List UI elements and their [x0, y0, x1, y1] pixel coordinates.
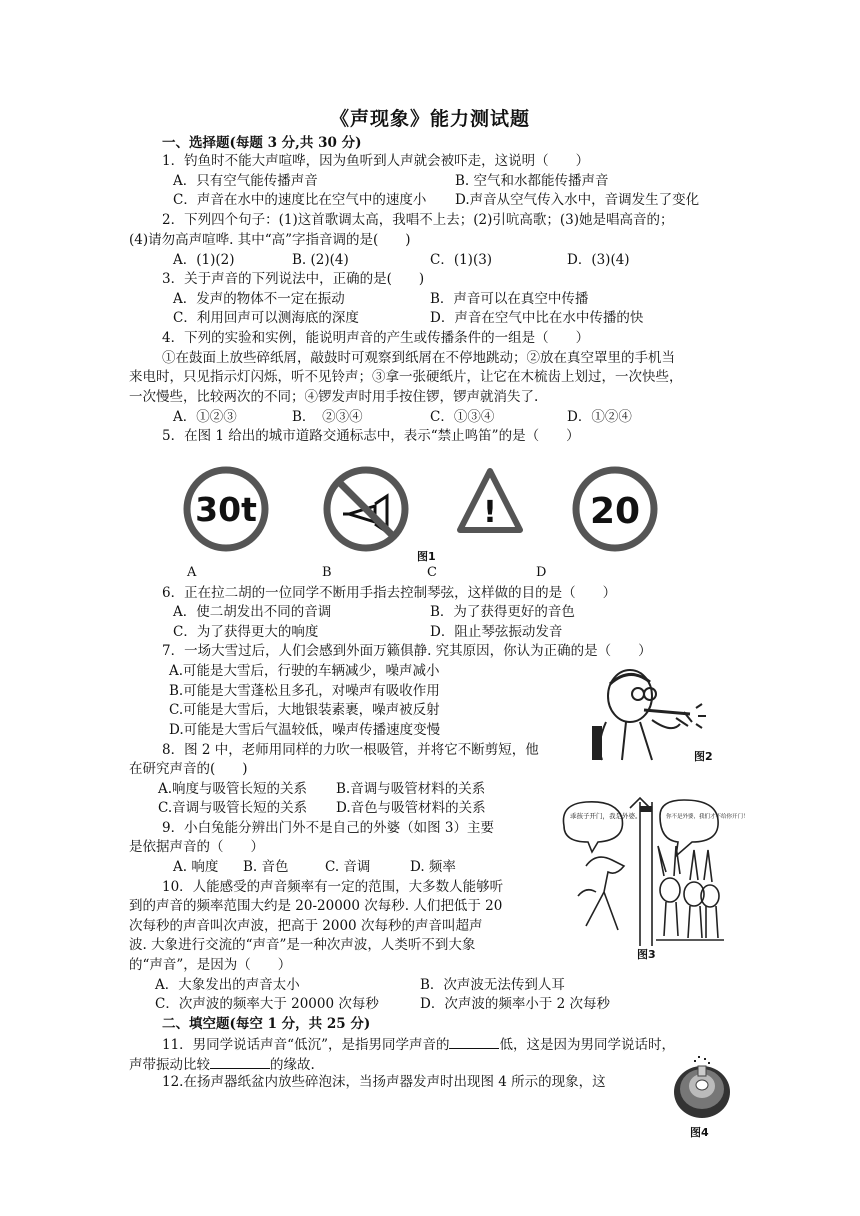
q5-stem: 5．在图 1 给出的城市道路交通标志中，表示“禁止鸣笛”的是（ ）	[162, 428, 580, 444]
sign-a-text: 30t	[195, 490, 257, 529]
q7-option-b: B.可能是大雪蓬松且多孔，对噪声有吸收作用	[169, 683, 440, 699]
q3-option-d: D．声音在空气中比在水中传播的快	[430, 310, 644, 326]
q3-option-a: A．发声的物体不一定在振动	[173, 291, 345, 307]
q6-option-a: A．使二胡发出不同的音调	[173, 604, 332, 620]
sign-no-horn-icon	[323, 466, 409, 552]
q11-text-part3: 声带振动比较	[129, 1057, 210, 1073]
q10-option-a: A．大象发出的声音太小	[155, 977, 300, 993]
sign-d-text: 20	[589, 491, 641, 532]
q6-option-c: C．为了获得更大的响度	[173, 624, 319, 640]
q11-blank-2[interactable]	[210, 1054, 270, 1069]
sign-letter-d: D	[536, 565, 547, 580]
figure2-label: 图2	[694, 750, 713, 763]
figure4-speaker-illustration	[672, 1056, 732, 1122]
q4-body-line2: 来电时，只见指示灯闪烁，听不见铃声；③拿一张硬纸片，让它在木梳齿上划过，一次快些，	[129, 369, 683, 385]
q6-option-d: D．阻止琴弦振动发音	[430, 624, 563, 640]
sign-letter-b: B	[322, 565, 332, 580]
figure1-label: 图1	[417, 550, 436, 563]
q8-stem-line1: 8．图 2 中，老师用同样的力吹一根吸管，并将它不断剪短，他	[162, 742, 539, 758]
figure3-wolf-rabbits-illustration	[556, 796, 749, 946]
sign-speed-limit-icon	[572, 466, 658, 552]
q3-option-b: B．声音可以在真空中传播	[430, 291, 589, 307]
figure3-label: 图3	[637, 948, 656, 961]
sign-warning-icon	[456, 466, 524, 538]
q9-option-d: D. 频率	[410, 859, 456, 875]
q10-stem-line4: 波. 大象进行交流的“声音”是一种次声波，人类听不到大象	[129, 937, 476, 953]
q7-option-a: A.可能是大雪后，行驶的车辆减少，噪声减小	[169, 663, 440, 679]
q1-option-d: D.声音从空气传入水中，音调发生了变化	[455, 192, 700, 208]
q10-option-d: D．次声波的频率小于 2 次每秒	[420, 996, 610, 1012]
q11-text-part4: 的缘故.	[270, 1057, 315, 1073]
q11-blank-1[interactable]	[449, 1034, 499, 1049]
q9-stem-line2: 是依据声音的（ ）	[129, 839, 264, 855]
q10-option-c: C．次声波的频率大于 20000 次每秒	[155, 996, 379, 1012]
sign-letter-c: C	[427, 565, 437, 580]
q11-line2	[129, 1054, 315, 1074]
q3-option-c: C．利用回声可以测海底的深度	[173, 310, 359, 326]
q2-stem-line2: (4)请勿高声喧哗. 其中“高”字指音调的是( )	[129, 232, 411, 248]
q1-option-c: C．声音在水中的速度比在空气中的速度小	[173, 192, 427, 208]
q9-option-b: B. 音色	[243, 859, 289, 875]
figure4-label: 图4	[690, 1126, 709, 1139]
sign-c-text: !	[483, 495, 497, 530]
q9-option-a: A. 响度	[173, 859, 219, 875]
q10-stem-line5: 的“声音”，是因为（ ）	[129, 957, 292, 973]
section-choice-heading: 一、选择题(每题 3 分,共 30 分)	[162, 135, 362, 151]
q7-option-d: D.可能是大雪后气温较低，噪声传播速度变慢	[169, 722, 441, 738]
q8-option-b: B.音调与吸管材料的关系	[336, 781, 486, 797]
q2-option-a: A．(1)(2)	[173, 252, 235, 268]
q10-stem-line1: 10．人能感受的声音频率有一定的范围，大多数人能够听	[162, 879, 504, 895]
q4-option-d: D．①②④	[567, 409, 632, 425]
q6-stem: 6．正在拉二胡的一位同学不断用手指去控制琴弦，这样做的目的是（ ）	[162, 585, 617, 601]
sign-letter-a: A	[187, 565, 197, 580]
q10-stem-line2: 到的声音的频率范围大约是 20-20000 次每秒. 人们把低于 20	[129, 898, 503, 914]
q3-stem: 3．关于声音的下列说法中，正确的是( )	[162, 271, 425, 287]
q4-body-line1: ①在鼓面上放些碎纸屑，敲鼓时可观察到纸屑在不停地跳动；②放在真空罩里的手机当	[162, 350, 675, 366]
q4-option-b: B． ②③④	[292, 409, 363, 425]
q11-text-part2: 低，这是因为男同学说话时，	[499, 1037, 675, 1053]
q2-option-b: B. (2)(4)	[292, 252, 349, 268]
sign-weight-limit-icon	[183, 466, 269, 552]
rabbit-speech-text: 你不是外婆，我们才不给你开门！	[666, 814, 749, 820]
q2-option-c: C．(1)(3)	[430, 252, 493, 268]
figure2-teacher-straw-illustration	[592, 664, 722, 760]
q8-stem-line2: 在研究声音的( )	[129, 761, 248, 777]
q7-stem: 7．一场大雪过后，人们会感到外面万籁俱静. 究其原因，你认为正确的是（ ）	[162, 643, 652, 659]
wolf-speech-text: 乖孩子开门，我是外婆。	[570, 812, 642, 820]
q8-option-a: A.响度与吸管长短的关系	[158, 781, 308, 797]
q9-stem-line1: 9．小白兔能分辨出门外不是自己的外婆（如图 3）主要	[162, 820, 494, 836]
q8-option-d: D.音色与吸管材料的关系	[336, 800, 486, 816]
page-title: 《声现象》能力测试题	[329, 108, 530, 130]
q4-stem: 4．下列的实验和实例，能说明声音的产生或传播条件的一组是（ ）	[162, 330, 590, 346]
q11-line1	[162, 1034, 675, 1054]
q12-stem: 12.在扬声器纸盆内放些碎泡沫，当扬声器发声时出现图 4 所示的现象，这	[162, 1074, 606, 1090]
q4-option-a: A．①②③	[173, 409, 237, 425]
q10-stem-line3: 次每秒的声音叫次声波，把高于 2000 次每秒的声音叫超声	[129, 918, 483, 934]
q4-option-c: C．①③④	[430, 409, 495, 425]
q7-option-c: C.可能是大雪后，大地银装素裹，噪声被反射	[169, 702, 440, 718]
q2-stem-line1: 2．下列四个句子：(1)这首歌调太高，我唱不上去；(2)引吭高歌；(3)她是唱高音的；	[162, 212, 674, 228]
q11-text-part1: 11．男同学说话声音“低沉”，是指男同学声音的	[162, 1037, 450, 1053]
q8-option-c: C.音调与吸管长短的关系	[158, 800, 308, 816]
q1-stem: 1．钓鱼时不能大声喧哗，因为鱼听到人声就会被吓走，这说明（ ）	[162, 153, 590, 169]
q6-option-b: B．为了获得更好的音色	[430, 604, 575, 620]
section-fill-heading: 二、填空题(每空 1 分，共 25 分)	[162, 1016, 371, 1032]
q10-option-b: B．次声波无法传到人耳	[420, 977, 565, 993]
q2-option-d: D．(3)(4)	[567, 252, 630, 268]
q9-option-c: C. 音调	[325, 859, 371, 875]
q1-option-b: B. 空气和水都能传播声音	[455, 173, 609, 189]
q1-option-a: A．只有空气能传播声音	[173, 173, 318, 189]
q4-body-line3: 一次慢些，比较两次的不同；④锣发声时用手按住锣，锣声就消失了.	[129, 389, 539, 405]
